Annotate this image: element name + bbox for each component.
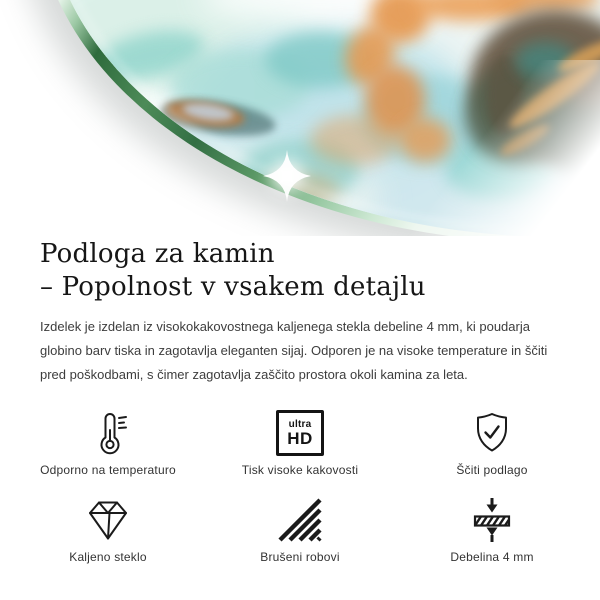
thickness-arrows-icon: [468, 496, 516, 544]
feature-polished-edges: [204, 496, 396, 565]
page-title-line1: Podloga za kamin: [40, 239, 275, 269]
ultra-hd-badge-bottom: HD: [287, 429, 313, 448]
feature-label: Kaljeno steklo: [69, 550, 147, 564]
ultra-hd-icon: [276, 409, 324, 457]
feature-label: Tisk visoke kakovosti: [241, 463, 359, 477]
feature-label: Brušeni robovi: [260, 550, 340, 564]
feature-label: Debelina 4 mm: [450, 550, 534, 564]
description-section: [0, 238, 600, 387]
page-title: [40, 238, 552, 304]
page-title-line2: – Popolnost v vsakem detajlu: [40, 272, 426, 302]
feature-heat-resistant: [12, 409, 204, 478]
glass-panel-render: [0, 0, 600, 236]
feature-print-quality: [204, 409, 396, 478]
feature-tempered-glass: [12, 496, 204, 565]
feature-label: Odporno na temperaturo: [40, 463, 176, 477]
product-image: [0, 0, 600, 236]
feature-label: Ščiti podlago: [456, 463, 528, 477]
feature-protects-surface: [396, 409, 588, 478]
product-description: Izdelek je izdelan iz visokokakovostnega kaljenega stekla debeline 4 mm, ki poudarja globino barv tiska in zagotavlja eleganten sijaj. Odporen je na visoke temperature in ščiti pred poškodbami, s čimer zagotavlja zaščito prostora okoli kamina za leta.: [40, 319, 548, 382]
features-grid: [12, 409, 588, 565]
feature-thickness: [396, 496, 588, 565]
ultra-hd-badge-top: ultra: [288, 419, 312, 430]
shield-check-icon: [468, 409, 516, 457]
thermometer-icon: [84, 409, 132, 457]
diamond-icon: [84, 496, 132, 544]
image-fade-overlay: [320, 60, 600, 236]
brushed-edges-icon: [276, 496, 324, 544]
